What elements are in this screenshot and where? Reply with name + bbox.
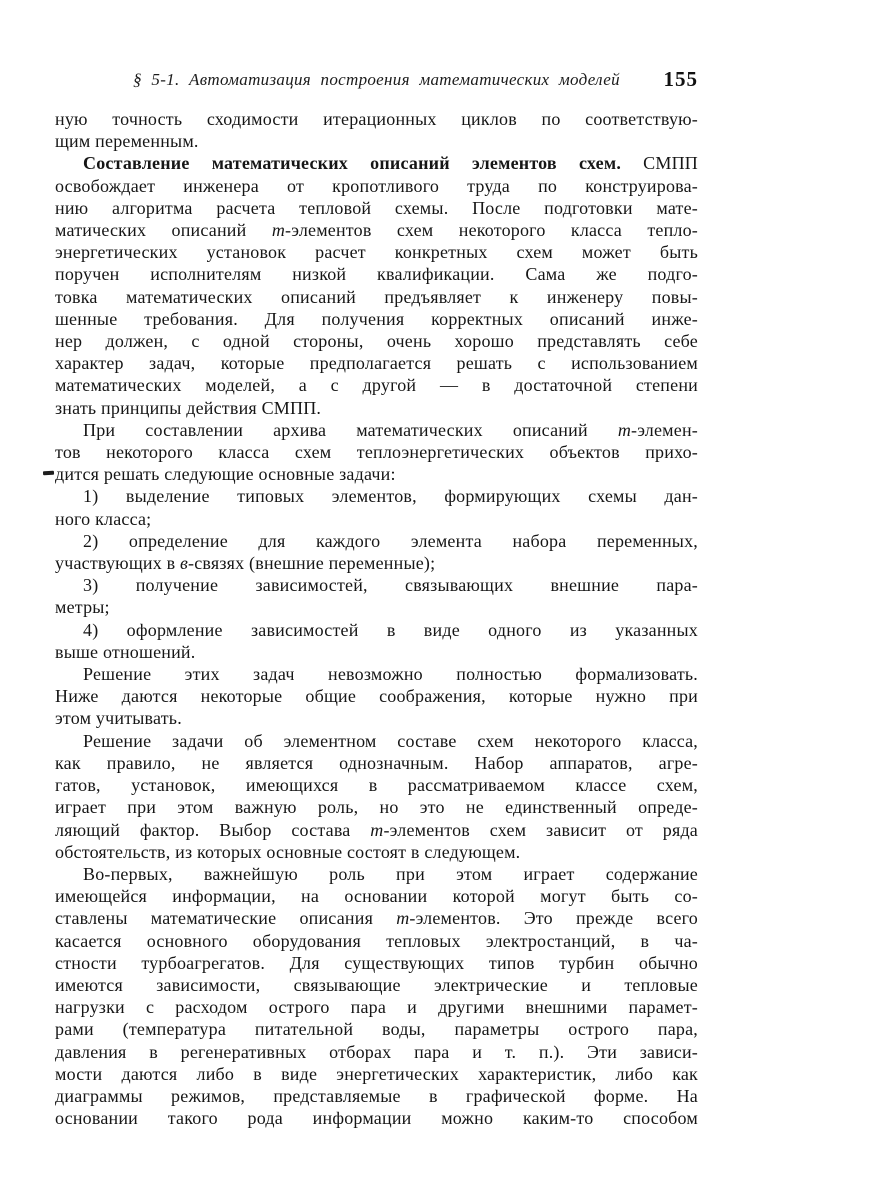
text-line <box>55 263 698 285</box>
text-line <box>55 930 698 952</box>
page-body <box>55 108 698 1129</box>
text-segment: 4) оформление зависимостей в виде одного из указанных <box>83 619 698 640</box>
text-line <box>55 619 698 641</box>
text-line <box>55 863 698 885</box>
text-line <box>55 397 698 419</box>
paragraph <box>55 619 698 663</box>
paragraph <box>55 152 698 418</box>
text-line <box>55 685 698 707</box>
text-segment: -элемен- <box>631 419 698 440</box>
text-segment: нер должен, с одной стороны, очень хорошо представлять себе <box>55 331 698 352</box>
text-line <box>55 130 698 152</box>
text-segment: нию алгоритма расчета тепловой схемы. После подготовки мате- <box>55 197 698 218</box>
text-segment: Решение задачи об элементном составе схем некоторого класса, <box>83 730 698 751</box>
text-line <box>55 996 698 1018</box>
text-segment: метры; <box>55 597 110 618</box>
text-segment: Решение этих задач невозможно полностью формализовать. <box>83 664 698 685</box>
text-segment: щим переменным. <box>55 131 199 152</box>
text-segment: нагрузки с расходом острого пара и другими внешними парамет- <box>55 997 698 1018</box>
text-line <box>55 885 698 907</box>
text-line <box>55 1018 698 1040</box>
paragraph <box>55 108 698 152</box>
page-header <box>55 67 698 96</box>
text-line <box>55 508 698 530</box>
text-segment: обстоятельств, из которых основные состоят в следующем. <box>55 841 521 862</box>
text-line <box>55 1041 698 1063</box>
text-line <box>55 286 698 308</box>
text-line <box>55 308 698 330</box>
text-segment: ставлены математические описания <box>55 908 397 929</box>
text-line <box>55 663 698 685</box>
text-line <box>55 641 698 663</box>
symbol-letter: т <box>617 419 632 440</box>
text-line <box>55 974 698 996</box>
text-segment: освобождает инженера от кропотливого труда по конструирова- <box>55 175 698 196</box>
text-segment: 1) выделение типовых элементов, формирующих схемы дан- <box>83 486 698 507</box>
text-segment: -связях (внешние переменные); <box>188 553 436 574</box>
text-line <box>55 219 698 241</box>
text-line <box>55 907 698 929</box>
paragraph <box>55 419 698 486</box>
text-segment: выше отношений. <box>55 641 196 662</box>
text-line <box>55 1063 698 1085</box>
text-segment: -элементов схем зависит от ряда <box>383 819 698 840</box>
text-segment: знать принципы действия СМПП. <box>55 397 322 418</box>
text-line <box>55 352 698 374</box>
text-line <box>55 175 698 197</box>
paragraph <box>55 663 698 730</box>
text-line <box>55 774 698 796</box>
text-segment: основании такого рода информации можно каким-то способом <box>55 1108 698 1129</box>
text-line <box>55 419 698 441</box>
text-segment: Во-первых, важнейшую роль при этом играет содержание <box>83 863 698 884</box>
text-line <box>55 463 698 485</box>
text-line <box>55 752 698 774</box>
text-line <box>55 952 698 974</box>
text-segment: давления в регенеративных отборах пара и т. п.). Эти зависи- <box>55 1041 698 1062</box>
text-segment: тов некоторого класса схем теплоэнергетических объектов прихо- <box>55 442 698 463</box>
text-line <box>55 441 698 463</box>
text-segment: характер задач, которые предполагается решать с использованием <box>55 353 698 374</box>
text-segment: стности турбоагрегатов. Для существующих типов турбин обычно <box>55 952 698 973</box>
text-line <box>55 574 698 596</box>
text-segment: -элементов схем некоторого класса тепло- <box>285 220 698 241</box>
text-line <box>55 530 698 552</box>
text-line <box>55 197 698 219</box>
text-line <box>55 1085 698 1107</box>
text-segment: гатов, установок, имеющихся в рассматриваемом классе схем, <box>55 775 698 796</box>
text-segment: При составлении архива математических описаний <box>83 419 618 440</box>
text-line <box>55 552 698 574</box>
text-line <box>55 330 698 352</box>
page-number: 155 <box>663 67 698 91</box>
text-line <box>55 374 698 396</box>
text-line <box>55 796 698 818</box>
symbol-letter: т <box>396 908 410 929</box>
text-line <box>55 707 698 729</box>
text-line <box>55 152 698 174</box>
paragraph <box>55 485 698 529</box>
paragraph <box>55 863 698 1129</box>
text-line <box>55 485 698 507</box>
text-segment: Ниже даются некоторые общие соображения, которые нужно при <box>55 686 698 707</box>
text-line <box>55 730 698 752</box>
run-in-heading: Составление математических описаний элементов схем. <box>83 153 622 174</box>
text-segment: СМПП <box>621 153 698 174</box>
text-line <box>55 241 698 263</box>
text-segment: дится решать следующие основные задачи: <box>55 464 396 485</box>
text-segment: ляющий фактор. Выбор состава <box>55 819 371 840</box>
text-line <box>55 819 698 841</box>
text-segment: этом учитывать. <box>55 708 182 729</box>
text-segment: касается основного оборудования тепловых электростанций, в ча- <box>55 930 698 951</box>
text-segment: имеющейся информации, на основании которой могут быть со- <box>55 886 698 907</box>
text-segment: играет при этом важную роль, но это не единственный опреде- <box>55 797 698 818</box>
text-segment: энергетических установок расчет конкретных схем может быть <box>55 242 698 263</box>
text-segment: шенные требования. Для получения корректных описаний инже- <box>55 308 698 329</box>
text-segment: товка математических описаний предъявляет к инженеру повы- <box>55 286 698 307</box>
text-segment: имеются зависимости, связывающие электрические и тепловые <box>55 974 698 995</box>
text-line <box>55 596 698 618</box>
text-segment: поручен исполнителям низкой квалификации. Сама же подго- <box>55 264 698 285</box>
text-line <box>55 108 698 130</box>
text-segment: 2) определение для каждого элемента набора переменных, <box>83 530 698 551</box>
text-segment: рами (температура питательной воды, параметры острого пара, <box>55 1019 698 1040</box>
symbol-letter: в <box>180 553 189 574</box>
text-segment: 3) получение зависимостей, связывающих внешние пара- <box>83 575 698 596</box>
text-line <box>55 1107 698 1129</box>
text-segment: -элементов. Это прежде всего <box>409 908 698 929</box>
text-segment: матических описаний <box>55 220 272 241</box>
running-head-section-title: § 5-1. Автоматизация построения математических моделей <box>133 70 620 89</box>
paragraph <box>55 730 698 863</box>
text-segment: математических моделей, а с другой — в достаточной степени <box>55 375 698 396</box>
text-segment: ного класса; <box>55 508 152 529</box>
text-segment: как правило, не является однозначным. Набор аппаратов, агре- <box>55 752 698 773</box>
text-segment: участвующих в <box>55 553 181 574</box>
text-line <box>55 841 698 863</box>
margin-pen-mark <box>43 471 54 475</box>
paragraph <box>55 530 698 574</box>
text-segment: диаграммы режимов, представляемые в графической форме. На <box>55 1085 698 1106</box>
text-segment: мости даются либо в виде энергетических характеристик, либо как <box>55 1063 698 1084</box>
text-segment: ную точность сходимости итерационных циклов по соответствую- <box>55 109 698 129</box>
symbol-letter: т <box>271 220 286 241</box>
paragraph <box>55 574 698 618</box>
symbol-letter: т <box>370 819 384 840</box>
